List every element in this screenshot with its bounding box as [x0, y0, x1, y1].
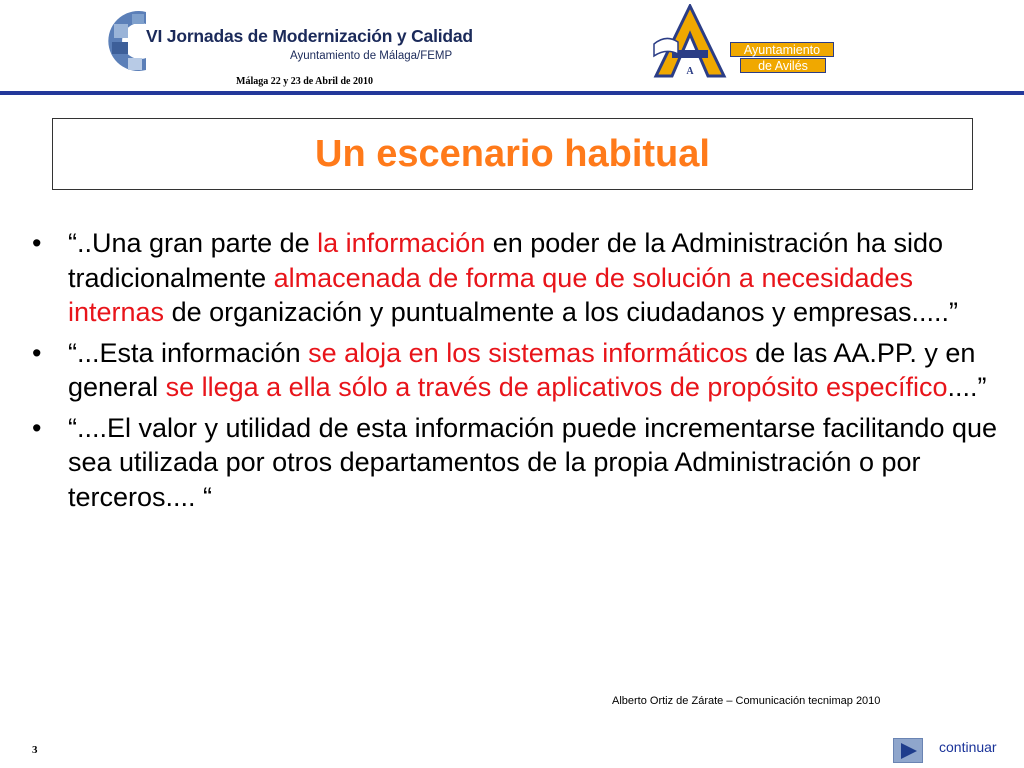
ayuntamiento-label-line1: Ayuntamiento — [730, 42, 834, 57]
bullet-text: “....El valor y utilidad de esta información puede incrementarse facilitando que sea utilizada por otros departamentos de la propia Administración o por terceros.... “ — [68, 412, 998, 512]
highlighted-text: la información — [317, 228, 486, 258]
event-date: Málaga 22 y 23 de Abril de 2010 — [236, 76, 373, 87]
bullet-text: ....” — [947, 372, 987, 402]
continuar-link[interactable]: continuar — [939, 739, 997, 755]
bullet-text: en poder de la Administración ha sido tradicionalmente — [68, 228, 944, 293]
bullet-item — [28, 336, 1008, 405]
bullet-dot: • — [32, 337, 42, 368]
bullet-dot: • — [32, 228, 42, 258]
author-credit: Alberto Ortiz de Zárate – Comunicación tecnimap 2010 — [612, 695, 881, 707]
ayuntamiento-label — [730, 42, 834, 74]
ayuntamiento-label-line2: de Avilés — [740, 58, 826, 73]
slide-title: Un escenario habitual — [315, 133, 710, 175]
bullet-dot: • — [32, 412, 42, 443]
slide-title-box — [52, 118, 973, 190]
bullet-list — [28, 226, 1008, 520]
slide-header — [0, 0, 1024, 96]
bullet-text: de las AA.PP. y en general — [68, 337, 976, 402]
header-divider — [0, 91, 1024, 95]
bullet-item — [28, 411, 1008, 515]
event-title: VI Jornadas de Modernización y Calidad — [146, 26, 473, 46]
play-arrow-icon — [899, 742, 919, 760]
ayuntamiento-aviles-logo-icon — [650, 4, 730, 78]
highlighted-text: se llega a ella sólo a través de aplicativos de propósito específico — [165, 372, 948, 402]
highlighted-text: almacenada de forma que de solución a necesidades internas — [68, 262, 914, 327]
bullet-text: “..Una gran parte de — [68, 228, 318, 258]
bullet-text: de organización y puntualmente a los ciudadanos y empresas.....” — [164, 297, 959, 327]
page-number: 3 — [32, 744, 38, 756]
event-subtitle: Ayuntamiento de Málaga/FEMP — [290, 50, 453, 62]
bullet-text: “...Esta información — [68, 337, 309, 368]
highlighted-text: se aloja en los sistemas informáticos — [308, 337, 748, 368]
svg-text:A: A — [686, 66, 694, 77]
next-slide-button[interactable] — [893, 738, 923, 763]
bullet-item — [28, 226, 1008, 330]
